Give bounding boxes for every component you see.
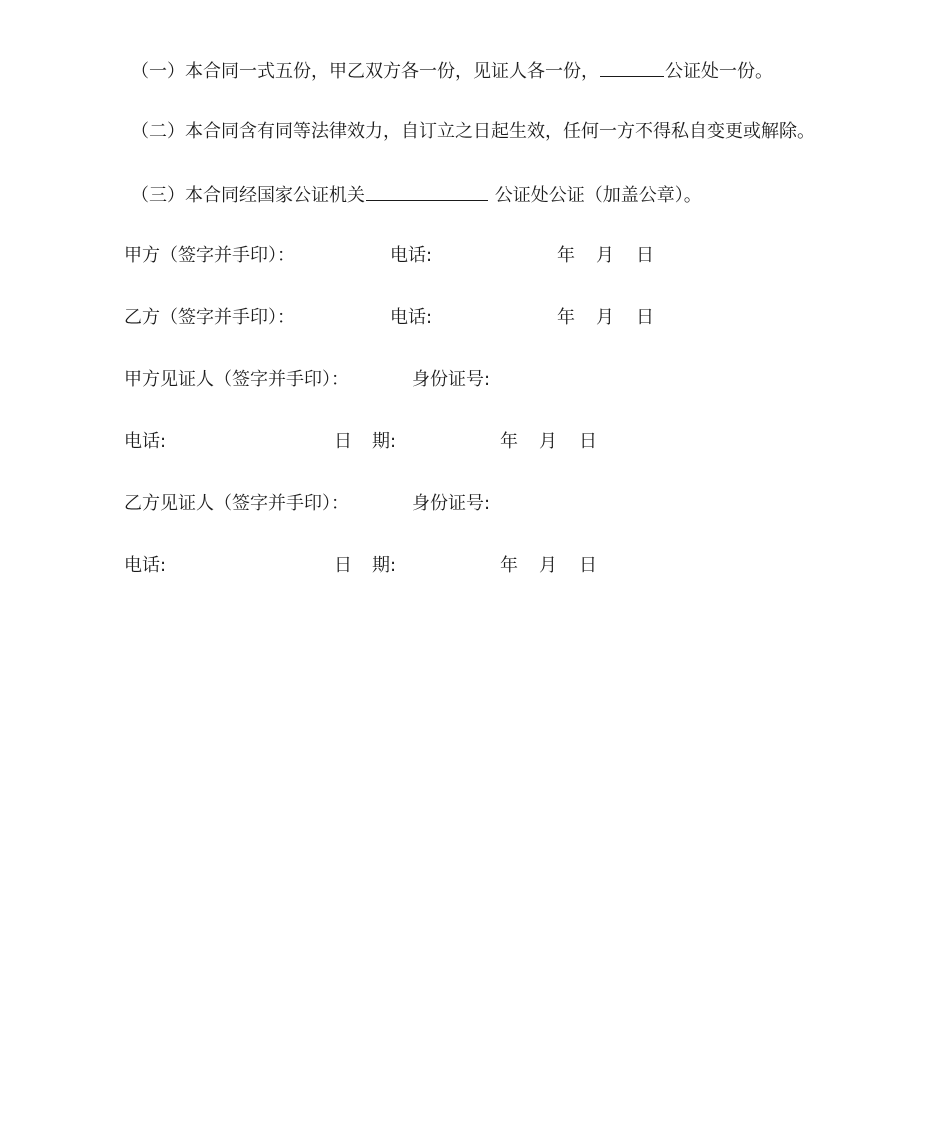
notary-office-blank-1[interactable] (600, 57, 664, 77)
clause-3-text-before: （三）本合同经国家公证机关 (131, 185, 365, 206)
party-a-label: 甲方（签字并手印）： (124, 245, 295, 266)
witness-a-date-label-2: 期: (372, 431, 397, 452)
clause-1-text-before: （一）本合同一式五份，甲乙双方各一份，见证人各一份， (131, 61, 599, 82)
party-a-phone-label: 电话: (390, 245, 433, 266)
party-a-year-label: 年 (557, 245, 575, 266)
party-a-day-label: 日 (636, 245, 654, 266)
witness-a-contact-row (0, 429, 950, 455)
witness-b-month-label: 月 (539, 555, 557, 576)
party-a-month-label: 月 (596, 245, 614, 266)
witness-b-signature-row (0, 491, 950, 517)
clause-2-text: （二）本合同含有同等法律效力，自订立之日起生效，任何一方不得私自变更或解除。 (131, 121, 815, 142)
witness-a-id-label: 身份证号: (412, 369, 491, 390)
party-b-label: 乙方（签字并手印）： (124, 307, 295, 328)
witness-b-year-label: 年 (500, 555, 518, 576)
witness-b-label: 乙方见证人（签字并手印）： (124, 493, 349, 514)
witness-b-phone-label: 电话: (124, 555, 167, 576)
clause-3-text-after: 公证处公证（加盖公章）。 (489, 185, 702, 206)
witness-a-day-label: 日 (579, 431, 597, 452)
witness-a-phone-label: 电话: (124, 431, 167, 452)
witness-b-date-label-1: 日 (334, 555, 352, 576)
witness-a-date-label-1: 日 (334, 431, 352, 452)
party-b-signature-row (0, 305, 950, 331)
clause-2 (131, 119, 815, 145)
clause-1-text-after: 公证处一份。 (665, 61, 773, 82)
clause-3 (131, 181, 702, 207)
party-b-month-label: 月 (596, 307, 614, 328)
party-a-signature-row (0, 243, 950, 269)
witness-b-day-label: 日 (579, 555, 597, 576)
witness-b-date-label-2: 期: (372, 555, 397, 576)
party-b-year-label: 年 (557, 307, 575, 328)
witness-a-label: 甲方见证人（签字并手印）： (124, 369, 349, 390)
witness-b-id-label: 身份证号: (412, 493, 491, 514)
notary-authority-blank[interactable] (366, 181, 488, 201)
witness-a-month-label: 月 (539, 431, 557, 452)
witness-a-year-label: 年 (500, 431, 518, 452)
witness-b-contact-row (0, 553, 950, 579)
party-b-day-label: 日 (636, 307, 654, 328)
witness-a-signature-row (0, 367, 950, 393)
clause-1 (131, 57, 773, 83)
party-b-phone-label: 电话: (390, 307, 433, 328)
